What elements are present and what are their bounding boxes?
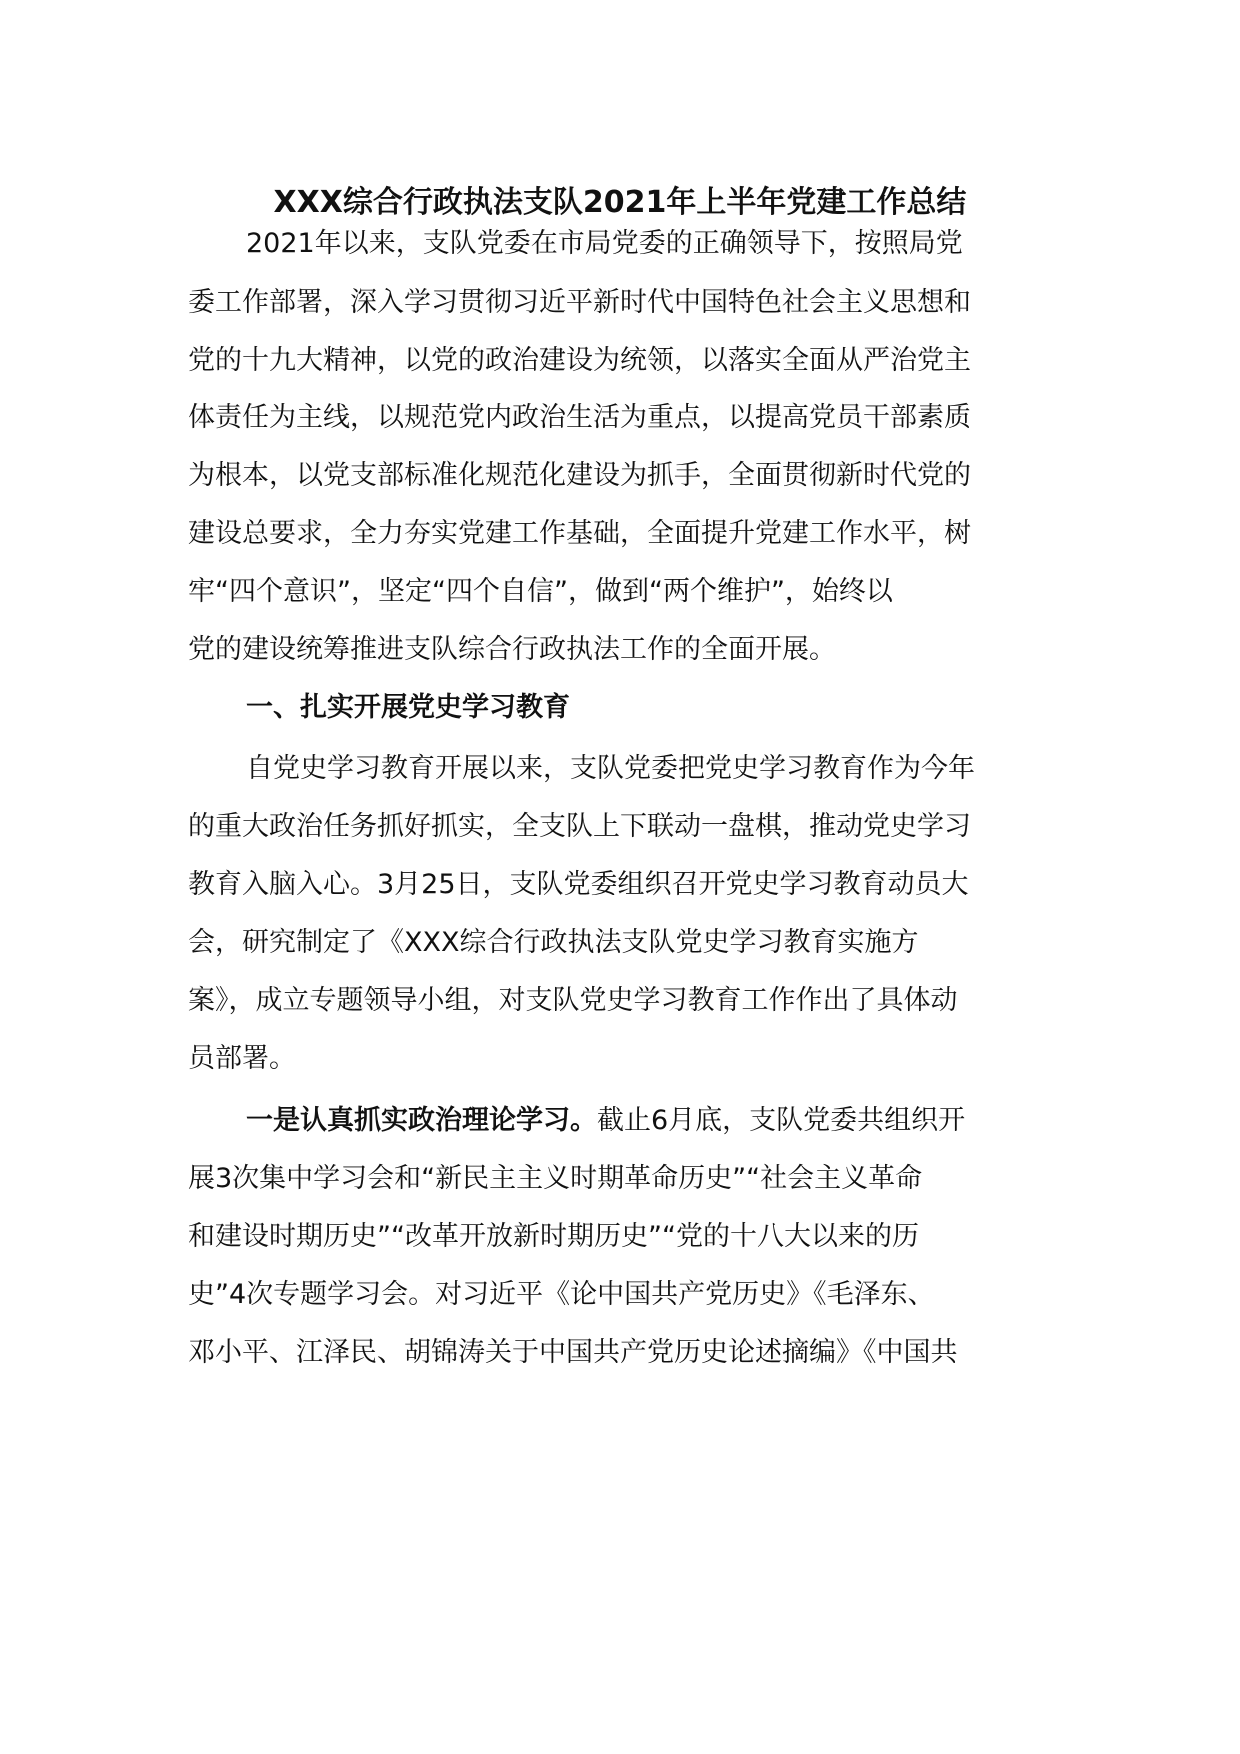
paragraph-line: 牢“四个意识”，坚定“四个自信”，做到“两个维护”，始终以 [188,576,893,607]
paragraph-line: 展3次集中学习会和“新民主主义时期革命历史”“社会主义革命 [188,1163,923,1194]
paragraph-line: 的重大政治任务抓好抓实，全支队上下联动一盘棋，推动党史学习 [188,811,971,842]
paragraph-line: 2021年以来，支队党委在市局党委的正确领导下，按照局党 [246,228,963,259]
section-heading: 一、扎实开展党史学习教育 [246,692,570,723]
paragraph-line: 教育入脑入心。3月25日，支队党委组织召开党史学习教育动员大 [188,869,969,900]
paragraph-line: 体责任为主线，以规范党内政治生活为重点，以提高党员干部素质 [188,402,971,433]
paragraph-line: 为根本，以党支部标准化规范化建设为抓手，全面贯彻新时代党的 [188,460,971,491]
paragraph-line: 建设总要求，全力夯实党建工作基础，全面提升党建工作水平，树 [188,518,971,549]
paragraph-line: 党的十九大精神，以党的政治建设为统领，以落实全面从严治党主 [188,345,971,376]
paragraph-line: 党的建设统筹推进支队综合行政执法工作的全面开展。 [188,634,836,665]
paragraph-line: 史”4次专题学习会。对习近平《论中国共产党历史》《毛泽东、 [188,1279,935,1310]
paragraph-line: 和建设时期历史”“改革开放新时期历史”“党的十八大以来的历 [188,1221,919,1252]
paragraph-line [246,1101,965,1141]
paragraph-line: 委工作部署，深入学习贯彻习近平新时代中国特色社会主义思想和 [188,287,971,318]
document-title: XXX综合行政执法支队2021年上半年党建工作总结 [273,185,967,220]
paragraph-text: 截止6月底，支队党委共组织开 [597,1105,966,1136]
paragraph-line: 邓小平、江泽民、胡锦涛关于中国共产党历史论述摘编》《中国共 [188,1337,958,1368]
paragraph-line: 员部署。 [188,1043,296,1074]
paragraph-line: 自党史学习教育开展以来，支队党委把党史学习教育作为今年 [246,753,975,784]
paragraph-line: 案》，成立专题领导小组，对支队党史学习教育工作作出了具体动 [188,985,958,1016]
paragraph-lead: 一是认真抓实政治理论学习。 [246,1105,597,1136]
paragraph-line: 会，研究制定了《XXX综合行政执法支队党史学习教育实施方 [188,927,919,958]
